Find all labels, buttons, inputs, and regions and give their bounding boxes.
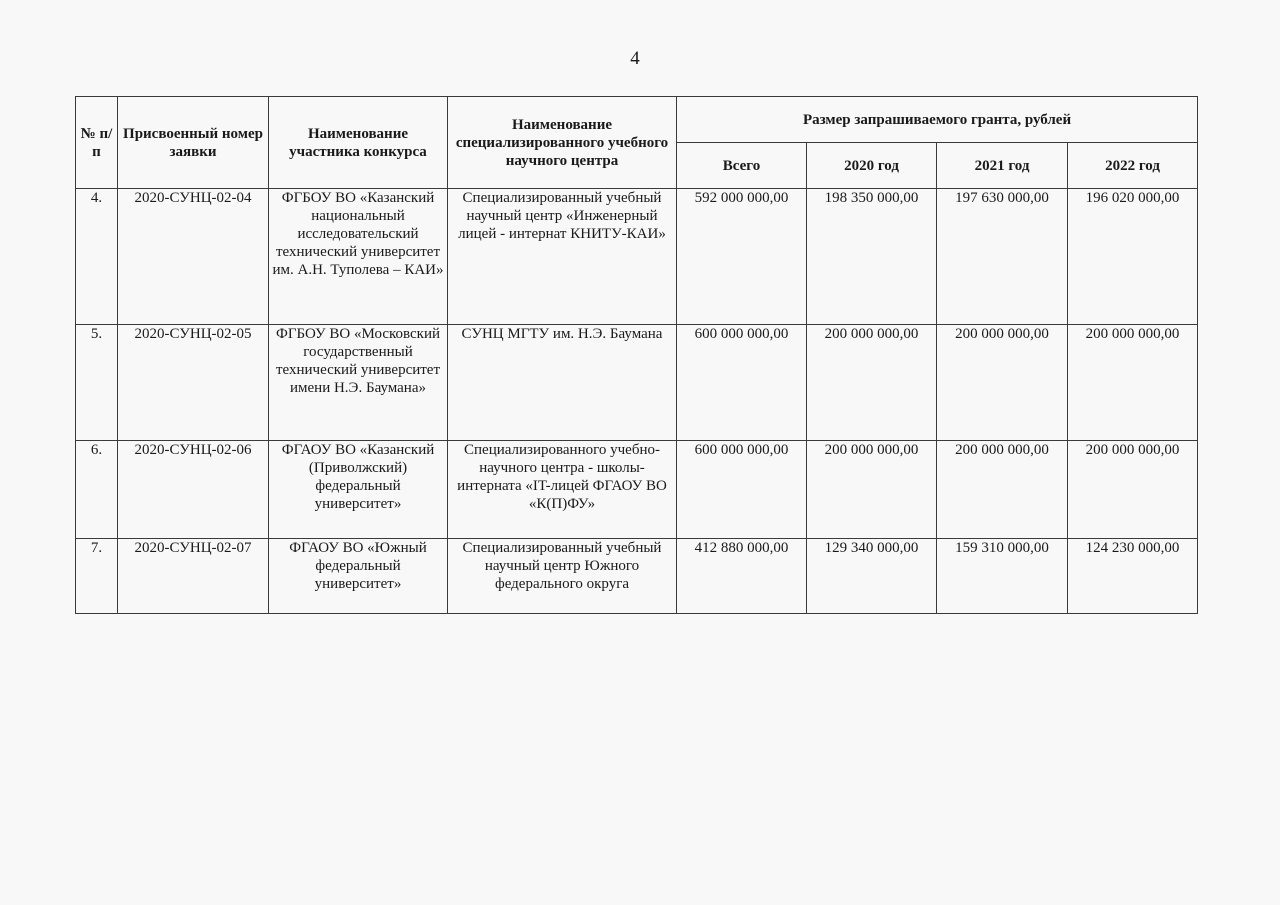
table-row [76, 189, 1198, 325]
header-participant: Наименование участника конкурса [269, 97, 448, 189]
row-2021: 197 630 000,00 [937, 189, 1068, 325]
row-participant: ФГАОУ ВО «Южный федеральный университет» [269, 539, 448, 614]
row-center: СУНЦ МГТУ им. Н.Э. Баумана [448, 325, 677, 441]
row-2020: 200 000 000,00 [807, 441, 937, 539]
header-row-1 [76, 97, 1198, 143]
row-2021: 200 000 000,00 [937, 441, 1068, 539]
row-num: 5. [76, 325, 118, 441]
row-total: 412 880 000,00 [677, 539, 807, 614]
row-app-number: 2020-СУНЦ-02-05 [118, 325, 269, 441]
row-participant: ФГБОУ ВО «Московский государственный технический университет имени Н.Э. Баумана» [269, 325, 448, 441]
row-2020: 200 000 000,00 [807, 325, 937, 441]
row-app-number: 2020-СУНЦ-02-07 [118, 539, 269, 614]
row-num: 7. [76, 539, 118, 614]
header-grant-group: Размер запрашиваемого гранта, рублей [677, 97, 1198, 143]
row-app-number: 2020-СУНЦ-02-06 [118, 441, 269, 539]
table-row [76, 325, 1198, 441]
row-participant: ФГАОУ ВО «Казанский (Приволжский) федеральный университет» [269, 441, 448, 539]
row-num: 6. [76, 441, 118, 539]
row-2022: 200 000 000,00 [1068, 441, 1198, 539]
row-2020: 129 340 000,00 [807, 539, 937, 614]
row-2021: 200 000 000,00 [937, 325, 1068, 441]
table-row [76, 441, 1198, 539]
row-total: 600 000 000,00 [677, 325, 807, 441]
row-total: 600 000 000,00 [677, 441, 807, 539]
header-total: Всего [677, 143, 807, 189]
header-2022: 2022 год [1068, 143, 1198, 189]
row-2022: 196 020 000,00 [1068, 189, 1198, 325]
row-2022: 200 000 000,00 [1068, 325, 1198, 441]
row-2020: 198 350 000,00 [807, 189, 937, 325]
row-2022: 124 230 000,00 [1068, 539, 1198, 614]
header-app-number: Присвоенный номер заявки [118, 97, 269, 189]
row-num: 4. [76, 189, 118, 325]
row-participant: ФГБОУ ВО «Казанский национальный исследовательский технический университет им. А.Н. Туполева – КАИ» [269, 189, 448, 325]
grants-table [75, 96, 1198, 614]
header-center: Наименование специализированного учебного научного центра [448, 97, 677, 189]
row-app-number: 2020-СУНЦ-02-04 [118, 189, 269, 325]
row-total: 592 000 000,00 [677, 189, 807, 325]
header-2021: 2021 год [937, 143, 1068, 189]
row-center: Специализированного учебно-научного центра - школы-интерната «IT-лицей ФГАОУ ВО «К(П)ФУ» [448, 441, 677, 539]
row-2021: 159 310 000,00 [937, 539, 1068, 614]
header-2020: 2020 год [807, 143, 937, 189]
header-num: № п/п [76, 97, 118, 189]
row-center: Специализированный учебный научный центр Южного федерального округа [448, 539, 677, 614]
page-number: 4 [630, 48, 640, 69]
row-center: Специализированный учебный научный центр «Инженерный лицей - интернат КНИТУ-КАИ» [448, 189, 677, 325]
table-row [76, 539, 1198, 614]
